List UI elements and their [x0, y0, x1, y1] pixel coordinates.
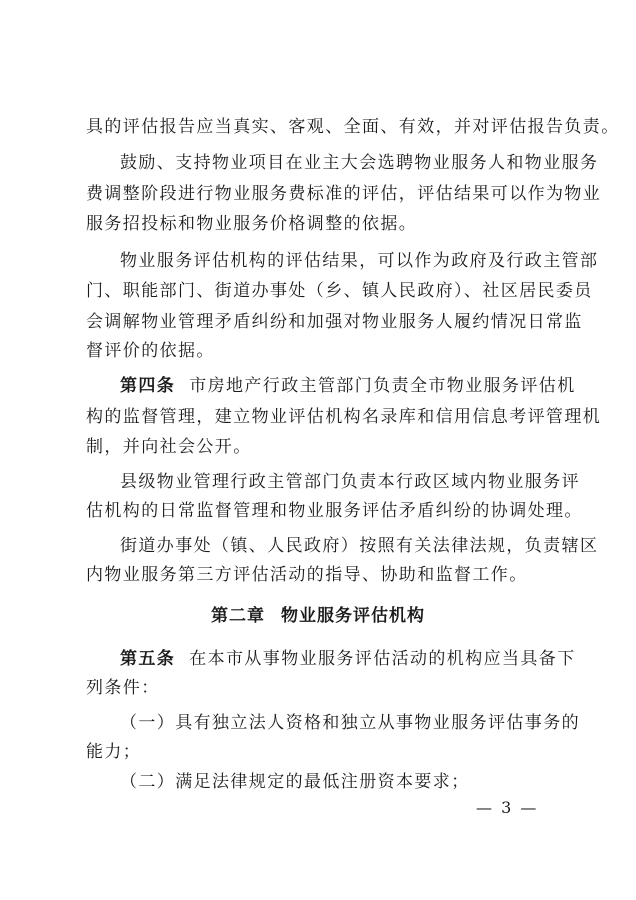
chapter-title: 物业服务评估机构 [281, 606, 425, 626]
condition-1-cont: 能力； [86, 742, 142, 762]
paragraph-line: 内物业服务第三方评估活动的指导、协助和监督工作。 [86, 565, 528, 585]
article-4-label: 第四条 [120, 376, 176, 396]
paragraph-line: 费调整阶段进行物业服务费标准的评估，评估结果可以作为物业 [86, 184, 602, 204]
chapter-number: 第二章 [211, 606, 265, 626]
paragraph-line: 门、职能部门、街道办事处（乡、镇人民政府）、社区居民委员 [86, 281, 593, 301]
paragraph-line: 县级物业管理行政主管部门负责本行政区域内物业服务评 [120, 472, 580, 492]
paragraph-line: 鼓励、支持物业项目在业主大会选聘物业服务人和物业服务 [120, 153, 599, 173]
paragraph-line: 制，并向社会公开。 [86, 437, 252, 457]
paragraph-line: 列条件： [86, 678, 160, 698]
paragraph-line: 街道办事处（镇、人民政府）按照有关法律法规，负责辖区 [120, 536, 599, 556]
condition-1: （一）具有独立法人资格和独立从事物业服务评估事务的 [120, 713, 580, 733]
article-5-label: 第五条 [120, 649, 176, 669]
article-4-text: 市房地产行政主管部门负责全市物业服务评估机 [189, 376, 576, 396]
paragraph-line: 构的监督管理，建立物业评估机构名录库和信用信息考评管理机 [86, 407, 602, 427]
page-number: — 3 — [476, 798, 539, 817]
condition-2: （二）满足法律规定的最低注册资本要求； [120, 772, 470, 792]
paragraph-line: 估机构的日常监督管理和物业服务评估矛盾纠纷的协调处理。 [86, 501, 583, 521]
article-4-line [120, 375, 590, 397]
article-5-line [120, 648, 590, 670]
paragraph-line: 会调解物业管理矛盾纠纷和加强对物业服务人履约情况日常监 [86, 312, 583, 332]
chapter-heading [0, 605, 636, 627]
paragraph-line: 物业服务评估机构的评估结果，可以作为政府及行政主管部 [120, 251, 599, 271]
article-5-text: 在本市从事物业服务评估活动的机构应当具备下 [189, 649, 576, 669]
paragraph-line: 督评价的依据。 [86, 341, 215, 361]
paragraph-line: 具的评估报告应当真实、客观、全面、有效，并对评估报告负责。 [86, 117, 620, 137]
paragraph-line: 服务招投标和物业服务价格调整的依据。 [86, 214, 418, 234]
